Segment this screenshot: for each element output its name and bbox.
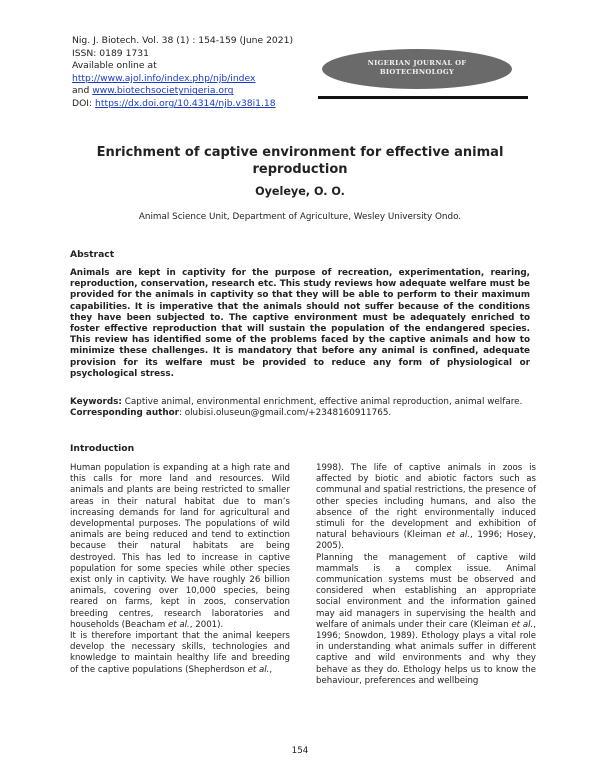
intro-p2-etal: et al. — [247, 664, 270, 675]
page-number: 154 — [291, 746, 309, 756]
introduction-heading: Introduction — [70, 443, 135, 454]
ajol-link[interactable]: http://www.ajol.info/index.php/njb/index — [72, 72, 256, 84]
citation-line: Nig. J. Biotech. Vol. 38 (1) : 154-159 (June 2021) — [72, 35, 294, 46]
intro-p2-text: It is therefore important that the animal keepers develop the necessary skills, technologies and knowledge to maintain healthy life and breeding of the captive populations (Shepherdson — [70, 631, 290, 675]
journal-logo — [322, 49, 512, 89]
and-text: and — [72, 85, 93, 97]
keywords-label: Keywords: — [70, 397, 122, 407]
journal-header — [72, 35, 293, 111]
intro-p1-etal: et al. — [168, 619, 190, 630]
keywords-block — [70, 397, 540, 419]
corresponding-author-text: : olubisi.oluseun@gmail.com/+2348160911765. — [178, 408, 392, 419]
body-column-left — [70, 463, 290, 676]
journal-logo-line2: BIOTECHNOLOGY — [379, 67, 455, 76]
logo-underline — [318, 96, 528, 99]
corresponding-author-label: Corresponding author — [70, 408, 179, 419]
keywords-text: Captive animal, environmental enrichment, effective animal reproduction, animal welfare. — [121, 397, 523, 407]
society-link[interactable]: www.biotechsocietynigeria.org — [92, 85, 234, 97]
intro-p1-tail: , 2001). — [189, 619, 224, 630]
abstract-heading: Abstract — [70, 249, 115, 260]
body-column-right — [316, 463, 536, 687]
journal-logo-line1: NIGERIAN JOURNAL OF — [367, 59, 467, 67]
article-author: Oyeleye, O. O. — [255, 185, 345, 198]
intro-paragraph-2 — [70, 631, 290, 676]
intro-paragraph-1 — [70, 463, 290, 631]
intro-p4-etal: et al. — [511, 619, 534, 630]
intro-p3-etal: et al. — [446, 530, 470, 541]
doi-label: DOI: — [72, 97, 96, 109]
intro-p4-text: Planning the management of captive wild mammals is a complex issue. Animal communication systems must be observed and considered when establishing an appropriate social environment and the information gained may aid managers in supervising the health and welfare of animals under their care (Kleiman — [316, 552, 536, 630]
article-title: Enrichment of captive environment for effective animal reproduction — [96, 145, 504, 177]
intro-paragraph-4 — [316, 553, 536, 687]
doi-link[interactable]: https://dx.doi.org/10.4314/njb.v38i1.18 — [95, 97, 276, 109]
issn-line: ISSN: 0189 1731 — [72, 47, 149, 59]
author-affiliation: Animal Science Unit, Department of Agriculture, Wesley University Ondo. — [138, 212, 462, 222]
intro-paragraph-3 — [316, 463, 536, 553]
intro-p2-tail: , — [269, 664, 273, 675]
intro-p3-text: 1998). The life of captive animals in zoos is affected by biotic and abiotic factors such as communal and spatial restrictions, the presence of other species including humans, and also the absence of the right environmentally induced stimuli for the development and exhibition of natural behaviours (Kleiman — [316, 463, 536, 541]
available-online-line: Available online at — [72, 60, 157, 72]
intro-p4-tail: , 1996; Snowdon, 1989). Ethology plays a vital role in understanding what animals suffer in different captive and wild environments and why they behave as they do. Ethology helps us to know the behaviour, preferences and wellbeing — [316, 619, 536, 686]
intro-p3-tail: , 1996; Hosey, 2005). — [316, 530, 536, 552]
abstract-text: Animals are kept in captivity for the purpose of recreation, experimentation, rearing, reproduction, conservation, research etc. This study reviews how adequate welfare must be provided for the animals in captivity so that they will be able to perform to their maximum capabilities. It is imperative that the animals should not suffer because of the conditions they have been subjected to. The captive environment must be adequately enriched to foster effective reproduction that will sustain the population of the endangered species. This review has identified some of the problems faced by the captive animals and how to minimize these challenges. It is mandatory that before any animal is confined, adequate provision for its welfare must be provided to reduce any form of physiological or psychological stress. — [70, 268, 530, 379]
intro-p1-text: Human population is expanding at a high rate and this calls for more land and resources. Wild animals and plants are being restricted to smaller areas in their natural habitat due to man’s increasing demands for land for agricultural and developmental purposes. The populations of wild animals are being reduced and tend to extinction because their natural habitats are being destroyed. This has led to increase in captive population for some species while other species exist only in captivity. We have roughly 26 billion animals, covering over 10,000 species, being reared on farms, kept in zoos, conservation breeding centres, research laboratories and households (Beacham — [70, 463, 290, 630]
